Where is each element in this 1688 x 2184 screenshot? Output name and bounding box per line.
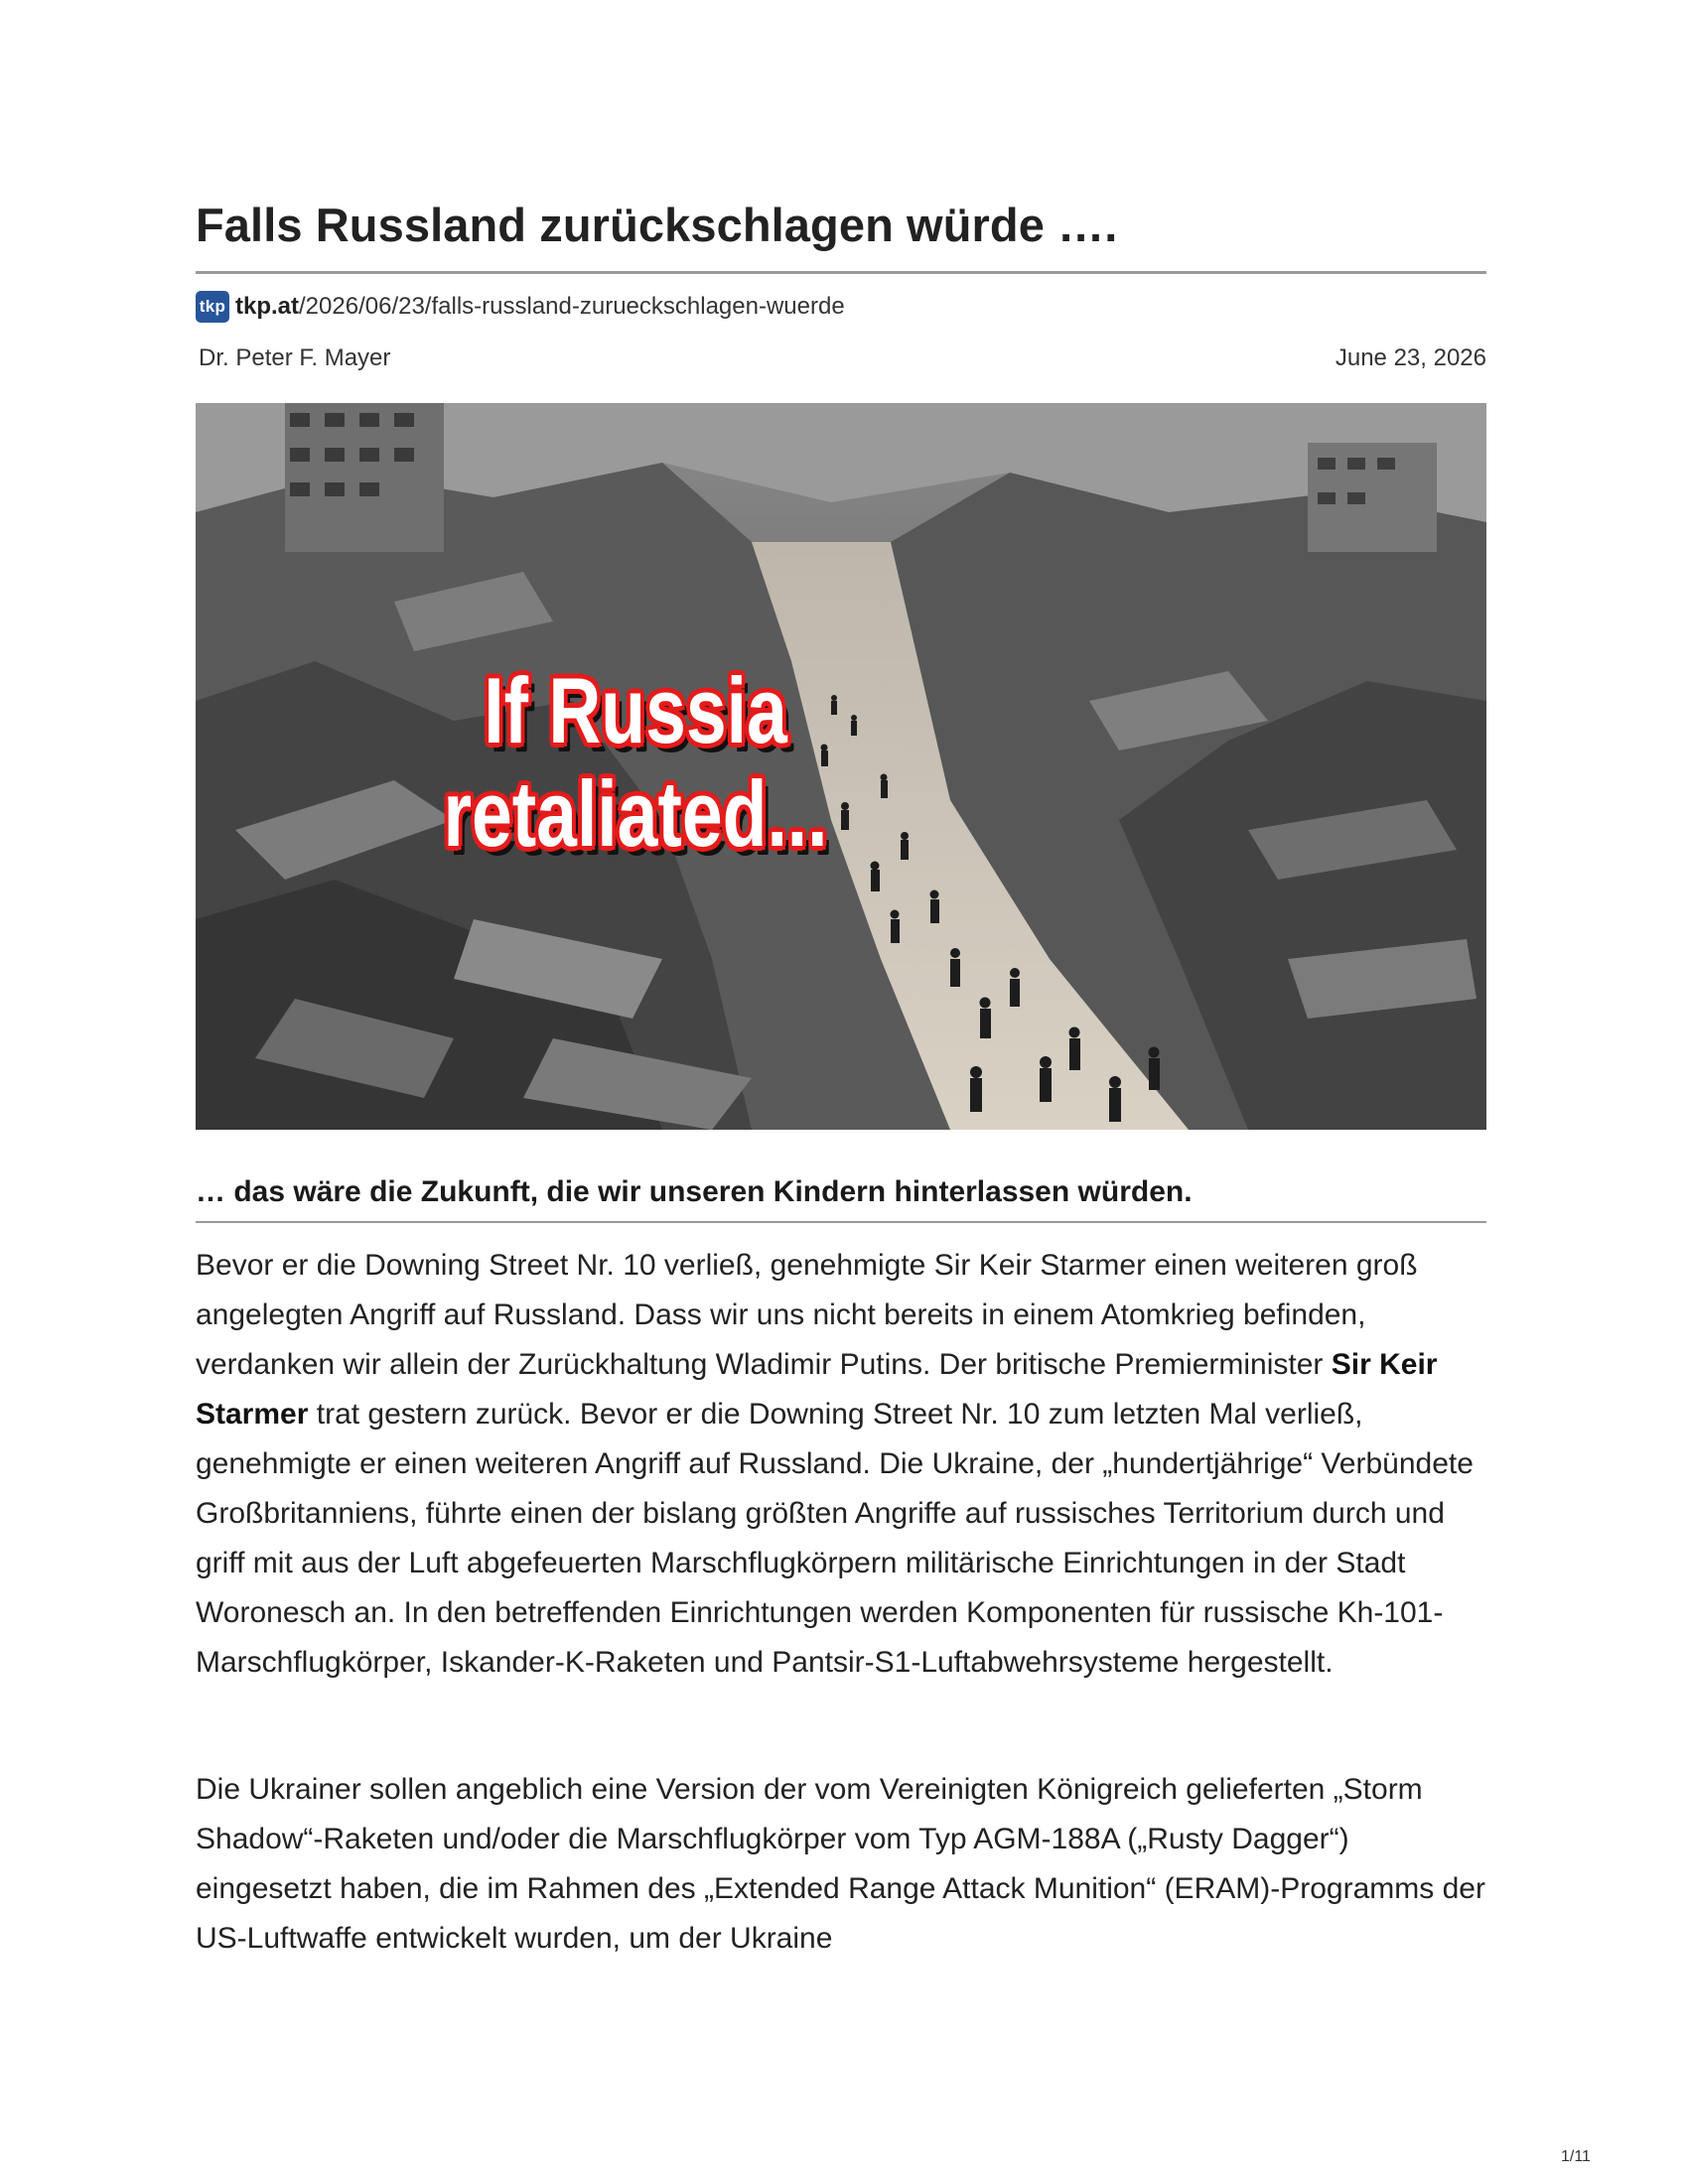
- page-number: 1/11: [1561, 2148, 1591, 2165]
- hero-caption: [292, 659, 978, 866]
- site-favicon-icon: tkp: [196, 291, 229, 323]
- paragraph-1: [196, 1241, 1486, 1688]
- subheading-divider: [196, 1221, 1486, 1223]
- source-link[interactable]: [196, 290, 845, 324]
- paragraph-2: Die Ukrainer sollen angeblich eine Version der vom Vereinigten Königreich gelieferten „Storm Shadow“-Raketen und/oder die Marschflugkörper vom Typ AGM-188A („Rusty Dagger“) eingesetzt haben, die im Rahmen des „Extended Range Attack Munition“ (ERAM)-Programms der US-Luftwaffe entwickelt wurden, um der Ukraine: [196, 1773, 1485, 1955]
- paragraph-1-part-2: trat gestern zurück. Bevor er die Downing Street Nr. 10 zum letzten Mal verließ, genehmigte er einen weiteren Angriff auf Russland. Die Ukraine, der „hundertjährige“ Verbündete Großbritanniens, führte einen der bislang größten Angriffe auf russisches Territorium durch und griff mit aus der Luft abgefeuerten Marschflugkörpern militärische Einrichtungen in der Stadt Woronesch an. In den betreffenden Einrichtungen werden Komponenten für russische Kh-101-Marschflugkörper, Iskander-K-Raketen und Pantsir-S1-Luftabwehrsysteme hergestellt.: [196, 1398, 1474, 1679]
- article-subheading: … das wäre die Zukunft, die wir unseren Kindern hinterlassen würden.: [196, 1175, 1193, 1208]
- source-path[interactable]: /2026/06/23/falls-russland-zurueckschlagen-wuerde: [299, 293, 845, 320]
- paragraph-1-bold: Sir Keir Starmer: [196, 1348, 1438, 1431]
- source-domain[interactable]: tkp.at: [235, 293, 300, 320]
- hero-caption-line1: If Russia: [484, 658, 787, 762]
- article-author: Dr. Peter F. Mayer: [199, 344, 391, 371]
- hero-caption-line2: retaliated...: [443, 761, 828, 866]
- article-title: Falls Russland zurückschlagen würde ….: [196, 199, 1118, 251]
- hero-image: [196, 403, 1486, 1130]
- paragraph-1-part-1: Bevor er die Downing Street Nr. 10 verließ, genehmigte Sir Keir Starmer einen weiteren groß angelegten Angriff auf Russland. Dass wir uns nicht bereits in einem Atomkrieg befinden, verdanken wir allein der Zurückhaltung Wladimir Putins. Der britische Premierminister: [196, 1249, 1418, 1381]
- article-date: June 23, 2026: [1335, 344, 1486, 371]
- article-meta: [199, 344, 1486, 372]
- title-divider: [196, 271, 1486, 274]
